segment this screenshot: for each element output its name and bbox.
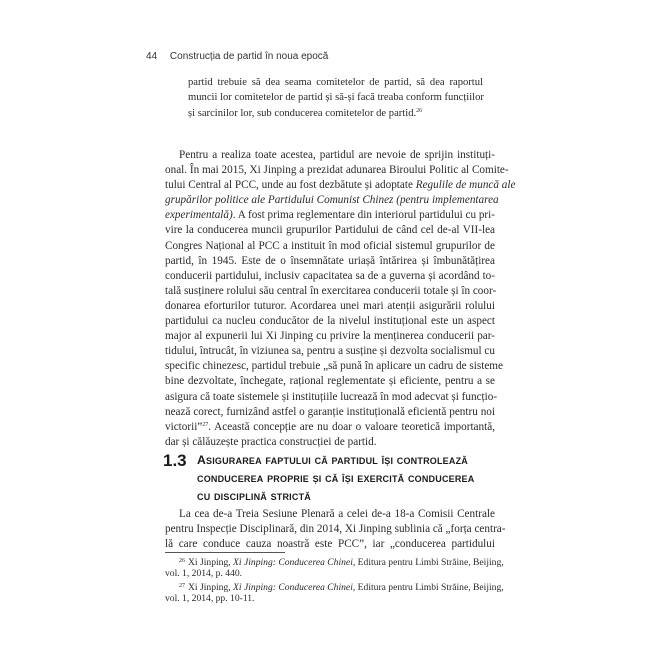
- footnote-line: vol. 1, 2014, pp. 10-11.: [165, 592, 255, 604]
- footnote-title: Xi Jinping: Conducerea Chinei: [233, 582, 353, 594]
- body-line: tală susținere rolului său central în exercitarea conducerii totale și în coor-: [165, 284, 497, 297]
- body-line: La cea de-a Treia Sesiune Plenară a celei de-a 18-a Comisii Centrale: [179, 508, 495, 520]
- body-line: vire la conducerea muncii grupurilor Partidului de când cel de-al VII-lea: [165, 224, 495, 237]
- heading-line: cu disciplină strictă: [197, 489, 311, 503]
- body-line: onal. În mai 2015, Xi Jinping a prezidat adunarea Biroului Politic al Comite-: [165, 164, 509, 177]
- footnote-publisher: , Editura pentru Limbi Străine, Beijing,: [352, 582, 504, 594]
- body-line: bine dezvoltate, închegate, rațional reglementate și eficiente, pentru a se: [165, 375, 495, 388]
- body-line: lă care conduce cauza noastră este PCC”, iar „conducerea partidului: [165, 538, 495, 551]
- footnote-number: 27: [179, 583, 185, 590]
- body-paragraph-1: [165, 148, 516, 450]
- footnote-author: Xi Jinping,: [188, 557, 234, 568]
- heading-line: Asigurarea faptului că partidul își controlează: [197, 453, 468, 467]
- body-paragraph-2: [165, 507, 506, 552]
- body-line: [165, 208, 495, 223]
- quote-line: muncii lor comitetelor de partid și să-și facă treaba conform funcțiilor: [188, 92, 484, 104]
- body-text: . A fost prima reglementare din interiorul partidului cu pri-: [232, 209, 495, 222]
- quote-text: și sarcinilor lor, sub conducerea comitetelor de partid.: [188, 107, 417, 119]
- body-line: Pentru a realiza toate acestea, partidul are nevoie de sprijin instituți-: [179, 149, 495, 161]
- body-line: Congres Național al PCC a instituit în mod oficial sistemul grupurilor de: [165, 239, 495, 252]
- italic-title: grupărilor politice ale Partidului Comunist Chinez (pentru implementarea: [165, 194, 499, 207]
- body-line: [165, 178, 516, 193]
- body-line: nează corect, furnizând astfel o garanție instituțională eficientă pentru noi: [165, 405, 495, 418]
- italic-title: experimentală): [165, 209, 233, 222]
- body-line: major al expunerii lui Xi Jinping cu privire la menținerea conducerii par-: [165, 330, 495, 343]
- quote-line: [188, 106, 483, 121]
- footnote-divider: [165, 552, 285, 553]
- footnote-line: [165, 580, 504, 594]
- body-line: dar și călăuzește practica construcției de partid.: [165, 435, 377, 448]
- body-line: asigura că toate sistemele și instituțiile lucrează în mod adecvat și funcțio-: [165, 390, 498, 403]
- running-title: Construcția de partid în noua epocă: [169, 51, 329, 62]
- block-quote: [188, 75, 483, 121]
- italic-title: Regulile de muncă ale: [415, 179, 516, 192]
- footnote-line: vol. 1, 2014, p. 440.: [165, 567, 243, 579]
- section-number: 1.3: [163, 451, 187, 470]
- footnote-author: Xi Jinping,: [188, 582, 234, 594]
- footnote-title: Xi Jinping: Conducerea Chinei: [233, 557, 353, 568]
- body-line: partidului ca nucleu conducător de la nivelul instituțional este un aspect: [165, 315, 495, 328]
- body-text: tului Central al PCC, unde au fost dezbătute și adoptate: [165, 179, 416, 192]
- footnote-ref: 27: [202, 421, 209, 428]
- footnote-number: 26: [179, 558, 185, 564]
- footnotes: [165, 555, 504, 605]
- section-heading: [163, 451, 475, 505]
- body-line: tidului, întrucât, în viziunea sa, pentru a susține și dezvolta socialismul cu: [165, 345, 495, 358]
- body-text: . Această concepție are nu doar o valoare teoretică importantă,: [208, 420, 495, 433]
- body-line: conducerii partidului, inclusiv capacitatea sa de a guverna și acordând to-: [165, 269, 495, 282]
- body-line: [165, 420, 495, 435]
- footnote-ref: 26: [416, 107, 423, 114]
- body-line: [165, 193, 499, 208]
- body-line: partid, în 1945. Este de o însemnătate uriașă întărirea și îmbunătățirea: [165, 254, 495, 267]
- running-header: [146, 51, 328, 62]
- body-line: specific chinezesc, partidul trebuie „să pună în aplicare un cadru de sisteme: [165, 360, 503, 373]
- body-line: pentru Inspecție Disciplinară, din 2014, Xi Jinping sublinia că „forța centra-: [165, 523, 506, 536]
- quote-line: partid trebuie să dea seama comitetelor de partid, să dea raportul: [188, 77, 483, 88]
- page-number: 44: [146, 51, 158, 62]
- footnote-line: [165, 555, 504, 568]
- body-text: victorii”: [165, 420, 203, 433]
- heading-line: conducerea proprie și că își exercită conducerea: [197, 471, 475, 485]
- footnote-publisher: , Editura pentru Limbi Străine, Beijing,: [352, 557, 504, 568]
- body-line: donarea eforturilor tuturor. Acordarea unei mari atenții asigurării rolului: [165, 299, 495, 312]
